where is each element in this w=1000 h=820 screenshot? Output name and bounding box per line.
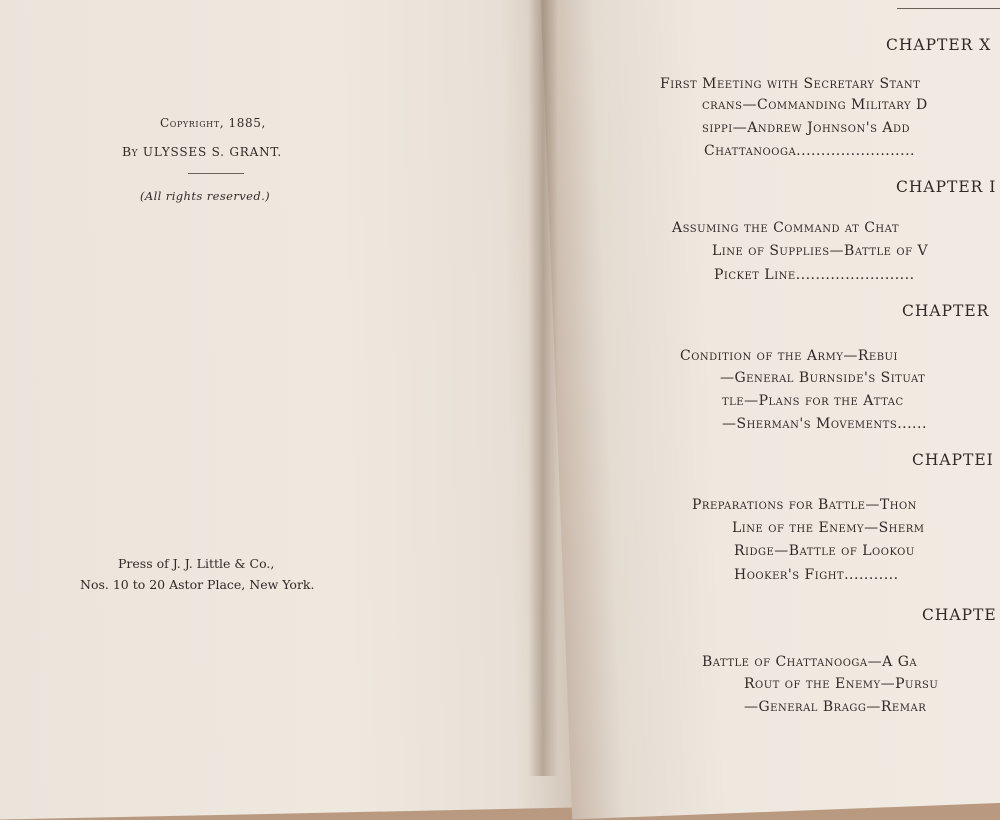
toc-line: Chattanooga........................: [704, 143, 915, 159]
chapter-heading: CHAPTEI: [912, 451, 994, 469]
toc-line: Ridge—Battle of Lookou: [734, 543, 915, 559]
chapter-heading: CHAPTE: [922, 606, 997, 624]
press-line-1: Press of J. J. Little & Co.,: [118, 556, 275, 571]
toc-line: Assuming the Command at Chat: [672, 220, 899, 236]
book-gutter: [528, 0, 558, 776]
toc-line: tle—Plans for the Attac: [722, 393, 904, 409]
top-rule: [897, 8, 1000, 9]
toc-line: crans—Commanding Military D: [702, 97, 928, 113]
toc-line: First Meeting with Secretary Stant: [660, 76, 921, 92]
press-line-2: Nos. 10 to 20 Astor Place, New York.: [80, 577, 315, 592]
toc-line: Rout of the Enemy—Pursu: [744, 676, 939, 692]
copyright-line: Copyright, 1885,: [160, 116, 266, 130]
author-prefix: By: [122, 144, 139, 159]
toc-line: Hooker's Fight...........: [734, 567, 899, 583]
chapter-heading: CHAPTER: [902, 302, 990, 320]
chapter-heading: CHAPTER X: [886, 36, 992, 54]
chapter-heading: CHAPTER I: [896, 178, 997, 196]
toc-line: sippi—Andrew Johnson's Add: [702, 120, 911, 136]
author-name: ULYSSES S. GRANT.: [142, 145, 283, 159]
toc-line: Preparations for Battle—Thon: [692, 497, 917, 513]
rights-reserved: (All rights reserved.): [140, 189, 271, 203]
toc-line: —Sherman's Movements......: [722, 416, 927, 432]
divider-rule: [188, 173, 244, 174]
toc-line: Line of Supplies—Battle of V: [712, 243, 929, 259]
toc-line: —General Burnside's Situat: [720, 370, 926, 386]
toc-line: Line of the Enemy—Sherm: [732, 520, 925, 536]
toc-line: Picket Line........................: [714, 267, 915, 283]
toc-line: Condition of the Army—Rebui: [680, 348, 898, 364]
author-line: [122, 144, 282, 159]
toc-line: Battle of Chattanooga—A Ga: [702, 654, 918, 670]
toc-line: —General Bragg—Remar: [744, 699, 927, 715]
